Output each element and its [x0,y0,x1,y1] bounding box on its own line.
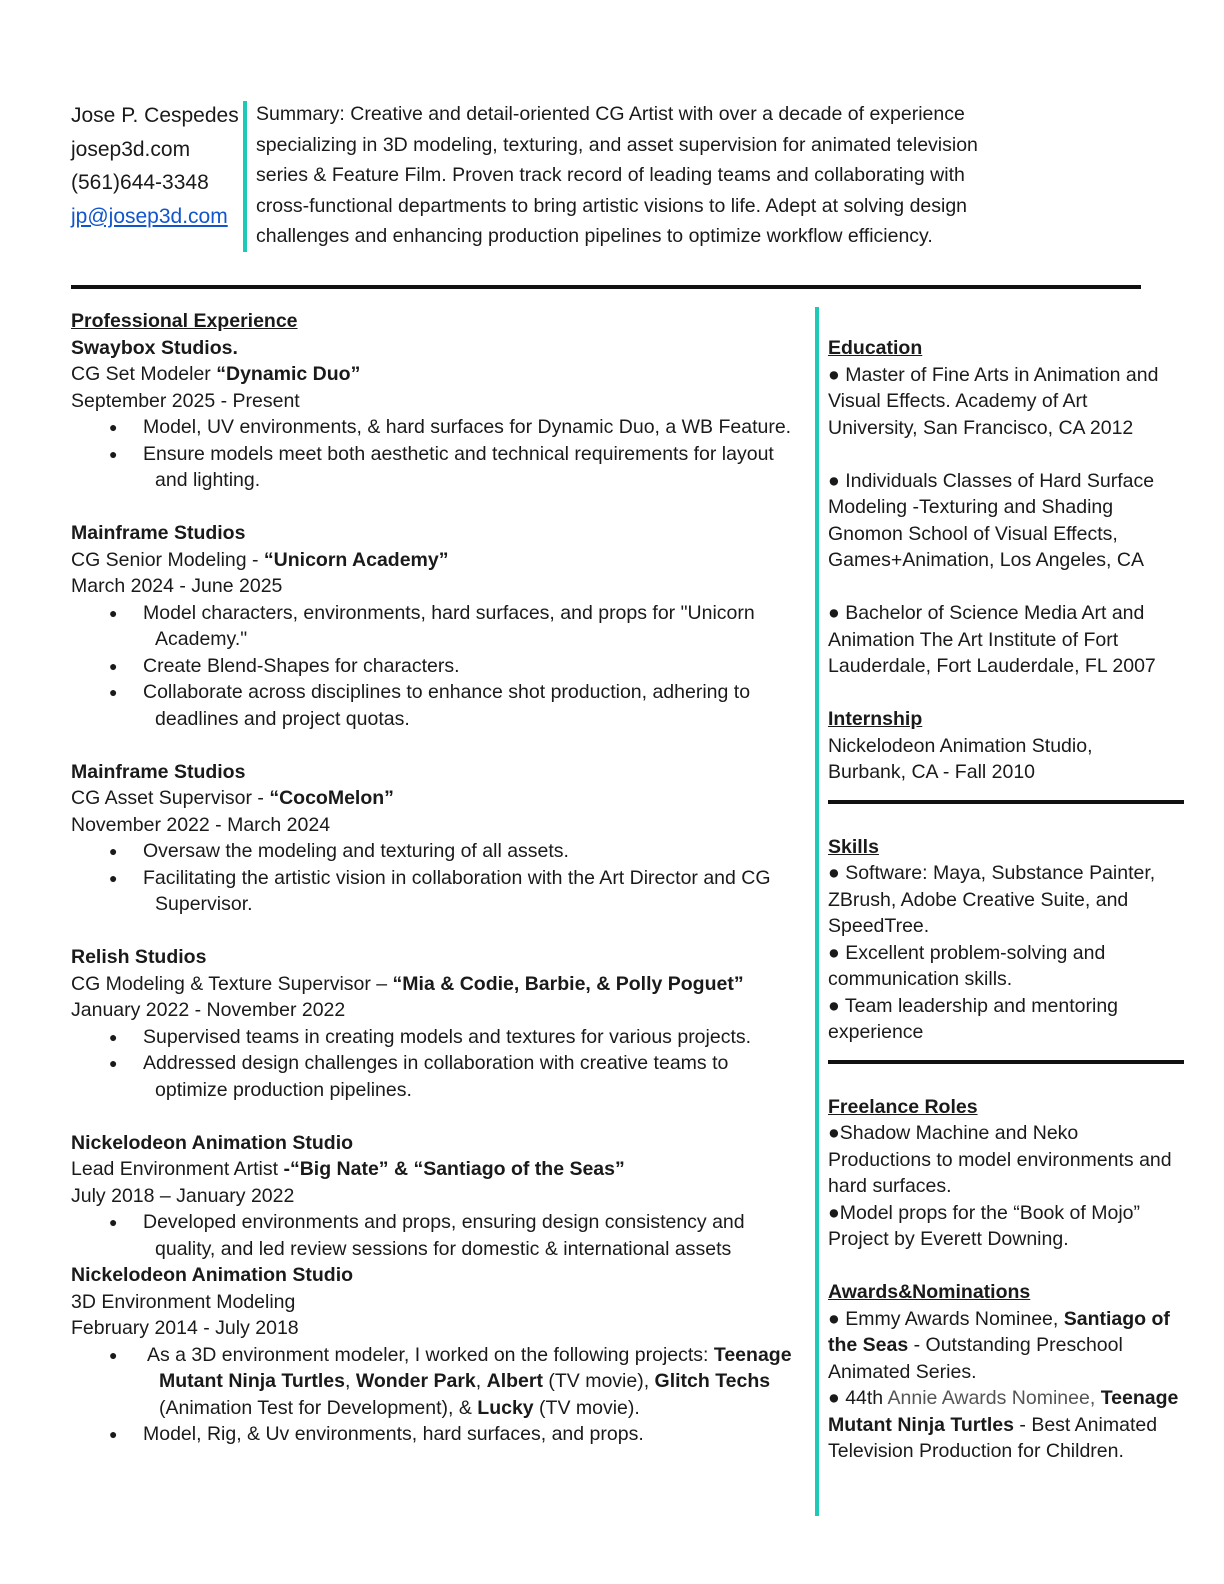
education-item: ● Master of Fine Arts in Animation and Visual Effects. Academy of Art University, San Francisco, CA 2012 [828,363,1159,439]
summary [256,99,1036,252]
phone-text: (561)644-3348 [71,171,209,194]
sidebar-rule [828,1060,1184,1064]
experience-heading: Professional Experience [71,310,298,332]
job-entry [71,944,811,1103]
job-role: CG Set Modeler “Dynamic Duo” [71,363,361,385]
job-bullets [71,414,811,494]
award-item: ● 44th Annie Awards Nominee, Teenage Mutant Ninja Turtles - Best Animated Television Production for Children. [828,1387,1179,1462]
job-company: Relish Studios [71,946,207,968]
summary-line: Summary: Creative and detail-oriented CG Artist with over a decade of experience [256,103,965,125]
job-role: CG Asset Supervisor - “CocoMelon” [71,787,394,809]
job-company: Swaybox Studios. [71,336,238,359]
job-bullet: ● As a 3D environment modeler, I worked on the following projects: Teenage Mutant Ninja Turtles, Wonder Park, Albert (TV movie), Glitch Techs (Animation Test for Development), & Lucky (TV movie). [131,1342,811,1422]
summary-line: cross-functional departments to bring artistic visions to life. Adept at solving design [256,194,968,217]
job-bullet: ● Oversaw the modeling and texturing of all assets. [131,838,811,865]
job-company: Mainframe Studios [71,760,246,783]
summary-line: specializing in 3D modeling, texturing, and asset supervision for animated television [256,133,978,156]
freelance-list: ●Shadow Machine and Neko Productions to model environments and hard surfaces. ●Model props for the “Book of Mojo” Project by Everett Downing. [828,1122,1172,1250]
job-bullet: ● Facilitating the artistic vision in collaboration with the Art Director and CG Supervisor. [131,865,811,918]
job-role: Lead Environment Artist -“Big Nate” & “Santiago of the Seas” [71,1158,625,1180]
job-bullets [71,1024,811,1104]
job-bullet: ● Ensure models meet both aesthetic and technical requirements for layout and lighting. [131,441,811,494]
job-dates: November 2022 - March 2024 [71,813,331,836]
candidate-name: Jose P. Cespedes [71,104,239,127]
job-entry [71,335,811,494]
experience-section [71,308,811,1448]
job-dates: March 2024 - June 2025 [71,575,283,597]
accent-divider-top [243,101,247,252]
job-dates: January 2022 - November 2022 [71,999,346,1021]
internship-detail: Nickelodeon Animation Studio, Burbank, CA - Fall 2010 [828,734,1093,783]
award-item: ● Emmy Awards Nominee, Santiago of the Seas - Outstanding Preschool Animated Series. [828,1307,1170,1383]
job-bullet: ● Developed environments and props, ensuring design consistency and quality, and led review sessions for domestic & international assets [131,1209,811,1262]
awards-heading: Awards&Nominations [828,1281,1031,1303]
job-bullet: ● Model characters, environments, hard surfaces, and props for "Unicorn Academy." [131,600,811,653]
accent-divider-column [815,307,819,1516]
job-dates: September 2025 - Present [71,389,300,412]
job-bullets [71,838,811,918]
job-entry [71,1262,811,1448]
job-bullet: ● Model, UV environments, & hard surfaces for Dynamic Duo, a WB Feature. [131,414,811,441]
job-bullet: ● Model, Rig, & Uv environments, hard surfaces, and props. [131,1421,811,1448]
header-rule [71,285,1141,289]
job-entry [71,1130,811,1263]
sidebar-rule [828,800,1184,804]
job-company: Nickelodeon Animation Studio [71,1131,354,1154]
skills-heading: Skills [828,835,879,858]
education-item: ● Bachelor of Science Media Art and Animation The Art Institute of Fort Lauderdale, Fort Lauderdale, FL 2007 [828,602,1156,677]
education-heading: Education [828,337,923,359]
internship-heading: Internship [828,708,923,730]
job-bullet: ● Addressed design challenges in collaboration with creative teams to optimize production pipelines. [131,1050,811,1103]
summary-line: challenges and enhancing production pipelines to optimize workflow efficiency. [256,225,933,247]
email-link[interactable]: jp@josep3d.com [71,204,228,228]
awards-list [828,1306,1198,1465]
job-bullets [71,1342,811,1448]
job-role: CG Senior Modeling - “Unicorn Academy” [71,548,449,571]
contact-block [71,99,243,233]
job-bullets [71,1209,811,1262]
job-entry [71,759,811,918]
job-bullet: ● Create Blend-Shapes for characters. [131,653,811,680]
skills-list: ● Software: Maya, Substance Painter, ZBrush, Adobe Creative Suite, and SpeedTree. ● Excellent problem-solving and communication skills. ● Team leadership and mentoring experience [828,862,1156,1043]
job-role: CG Modeling & Texture Supervisor – “Mia & Codie, Barbie, & Polly Poguet” [71,972,744,995]
job-dates: July 2018 – January 2022 [71,1184,295,1207]
job-role: 3D Environment Modeling [71,1290,296,1313]
job-bullets [71,600,811,733]
job-company: Mainframe Studios [71,522,246,544]
summary-line: series & Feature Film. Proven track record of leading teams and collaborating with [256,164,965,186]
sidebar [828,335,1198,1465]
education-item: ● Individuals Classes of Hard Surface Modeling -Texturing and Shading Gnomon School of Visual Effects, Games+Animation, Los Angeles, CA [828,469,1155,571]
job-dates: February 2014 - July 2018 [71,1317,299,1339]
job-bullet: ● Supervised teams in creating models and textures for various projects. [131,1024,811,1051]
website-text: josep3d.com [71,137,191,161]
job-bullet: ● Collaborate across disciplines to enhance shot production, adhering to deadlines and project quotas. [131,679,811,732]
freelance-heading: Freelance Roles [828,1095,978,1118]
job-entry [71,520,811,732]
job-company: Nickelodeon Animation Studio [71,1264,354,1286]
